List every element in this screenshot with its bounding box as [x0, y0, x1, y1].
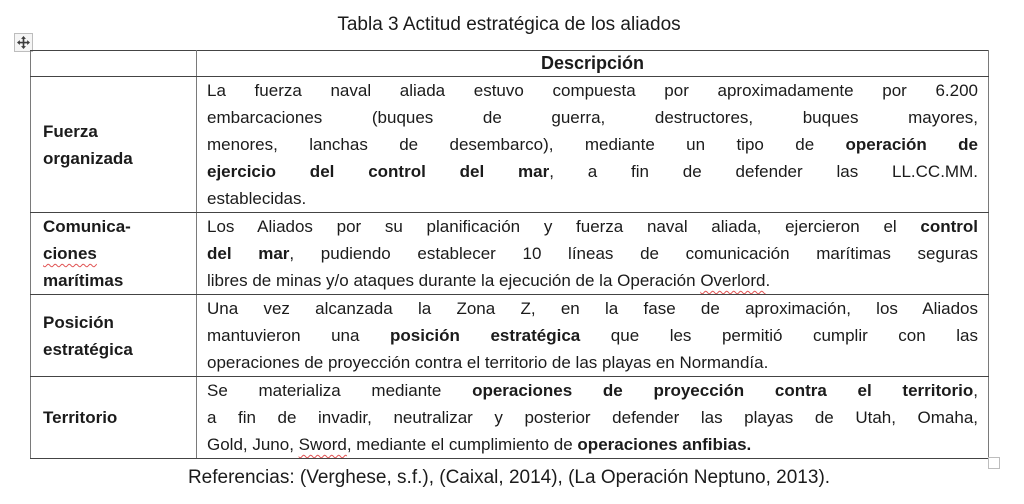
text-run: que les permitió cumplir con las: [580, 326, 978, 345]
text-run: Posición: [43, 312, 114, 332]
text-line: [207, 213, 978, 240]
description-cell[interactable]: [197, 377, 989, 459]
category-cell[interactable]: [31, 377, 197, 459]
table-body: [31, 77, 989, 459]
text-run: ejercicio del control del mar: [207, 162, 550, 181]
description-cell[interactable]: [197, 213, 989, 295]
text-run: control: [920, 217, 978, 236]
text-run: , pudiendo establecer 10 líneas de comunicación marítimas seguras: [289, 244, 978, 263]
text-line: [43, 240, 190, 267]
text-run: libres de minas y/o ataques durante la ejecución de la Operación: [207, 271, 701, 290]
text-run: , a fin de defender las LL.CC.MM.: [549, 162, 978, 181]
table-header-row: [31, 51, 989, 77]
text-line: [43, 336, 190, 363]
text-line: [207, 131, 978, 158]
text-line: [207, 431, 978, 458]
text-line: [43, 309, 190, 336]
text-run: ,: [973, 381, 978, 400]
table-row: [31, 213, 989, 295]
text-run: operación de: [845, 135, 978, 154]
text-line: [207, 267, 978, 294]
text-run: estratégica: [43, 339, 133, 359]
text-run: Territorio: [43, 408, 118, 427]
table-resize-handle[interactable]: [988, 457, 1000, 469]
misspelled-word: Overlord: [700, 271, 766, 290]
text-run: Una vez alcanzada la Zona Z, en la fase de aproximación, los Aliados: [207, 299, 978, 318]
header-category-cell[interactable]: [31, 51, 197, 77]
text-run: menores, lanchas de desembarco), mediante un tipo de: [207, 135, 846, 154]
text-run: Se materializa mediante: [207, 381, 473, 400]
category-cell[interactable]: [31, 213, 197, 295]
text-run: a fin de invadir, neutralizar y posterior defender las playas de Utah, Omaha,: [207, 408, 978, 427]
move-icon: [17, 36, 30, 49]
text-line: [207, 295, 978, 322]
text-run: del mar: [207, 244, 290, 263]
category-cell[interactable]: [31, 295, 197, 377]
text-run: operaciones de proyección contra el territorio: [472, 381, 974, 400]
text-line: [207, 77, 978, 104]
text-run: mantuvieron una: [207, 326, 391, 345]
text-run: La fuerza naval aliada estuvo compuesta por aproximadamente por 6.200: [207, 81, 978, 100]
text-line: [207, 240, 978, 267]
text-line: [43, 145, 190, 172]
text-run: Comunica-: [43, 217, 131, 236]
description-cell[interactable]: [197, 77, 989, 213]
text-run: establecidas.: [207, 189, 307, 208]
text-run: embarcaciones (buques de guerra, destructores, buques mayores,: [207, 108, 978, 127]
text-line: [207, 158, 978, 185]
table-caption[interactable]: Tabla 3 Actitud estratégica de los aliados: [337, 14, 681, 35]
references-line[interactable]: Referencias: (Verghese, s.f.), (Caixal, 2014), (La Operación Neptuno, 2013).: [187, 467, 831, 488]
text-run: organizada: [43, 148, 133, 168]
text-line: [43, 267, 190, 294]
text-line: [207, 104, 978, 131]
table-row: [31, 77, 989, 213]
text-run: operaciones anfibias.: [577, 435, 752, 454]
text-line: [43, 118, 190, 145]
text-run: posición estratégica: [390, 326, 581, 345]
table-row: [31, 377, 989, 459]
misspelled-word: ciones: [43, 244, 97, 263]
category-cell[interactable]: [31, 77, 197, 213]
text-run: marítimas: [43, 271, 124, 290]
text-line: [207, 185, 978, 212]
misspelled-word: Sword: [298, 435, 347, 454]
text-run: Fuerza: [43, 121, 98, 141]
description-cell[interactable]: [197, 295, 989, 377]
text-line: [43, 213, 190, 240]
text-run: Los Aliados por su planificación y fuerza naval aliada, ejercieron el: [207, 217, 921, 236]
table-row: [31, 295, 989, 377]
strategic-attitude-table: [30, 50, 989, 459]
text-run: .: [765, 271, 771, 290]
text-line: [207, 377, 978, 404]
text-line: [207, 349, 978, 376]
header-description-cell[interactable]: Descripción: [197, 51, 989, 77]
text-line: [207, 322, 978, 349]
text-line: [207, 404, 978, 431]
text-run: , mediante el cumplimiento de: [346, 435, 578, 454]
text-line: [43, 404, 190, 431]
text-run: Gold, Juno,: [207, 435, 299, 454]
text-run: operaciones de proyección contra el territorio de las playas en Normandía.: [207, 353, 769, 372]
